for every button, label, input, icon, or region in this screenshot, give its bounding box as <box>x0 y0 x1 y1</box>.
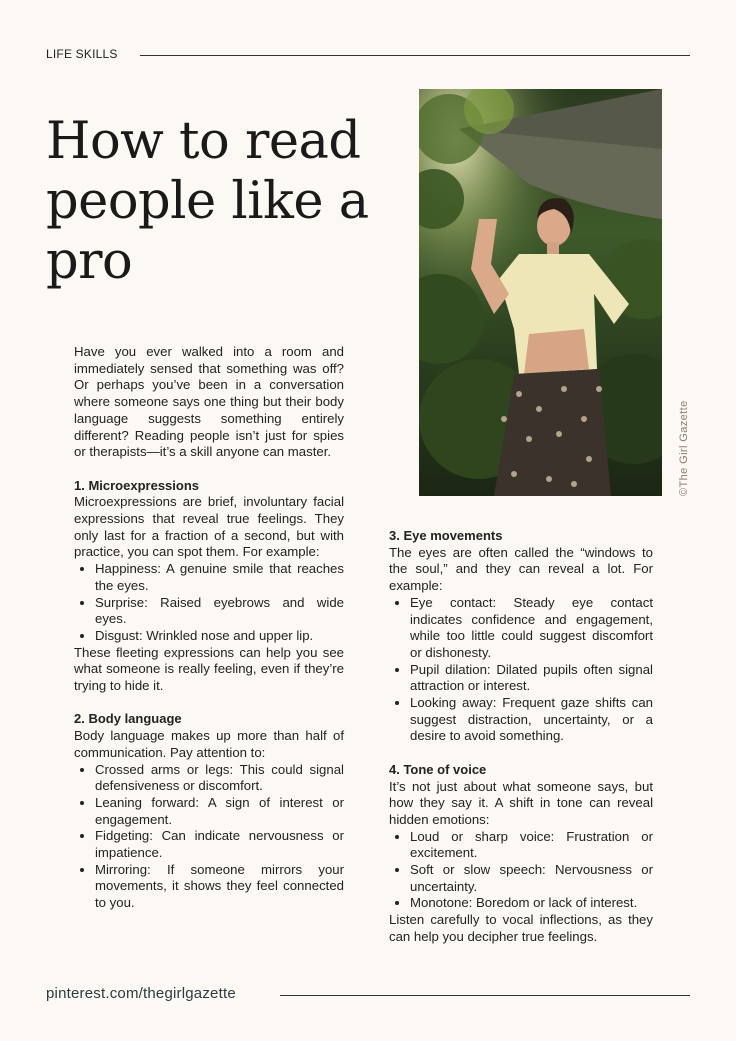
section-label: LIFE SKILLS <box>46 47 118 61</box>
list-item: • Monotone: Boredom or lack of interest. <box>410 895 653 912</box>
list-item: • Loud or sharp voice: Frustration or excitement. <box>410 829 653 862</box>
list-item: • Pupil dilation: Dilated pupils often signal attraction or interest. <box>410 662 653 695</box>
section-closing: These fleeting expressions can help you see what someone is really feeling, even if they’re trying to hide it. <box>74 644 344 694</box>
section-heading: 4. Tone of voice <box>389 761 487 777</box>
bullet-list <box>74 561 344 645</box>
photo-credit: ©The Girl Gazette <box>678 400 690 496</box>
section-heading: 1. Microexpressions <box>74 477 199 493</box>
bullet-list <box>389 829 653 913</box>
right-column <box>389 528 653 946</box>
section-heading: 3. Eye movements <box>389 528 503 543</box>
section-closing: Listen carefully to vocal inflections, as they can help you decipher true feelings. <box>389 912 653 944</box>
article-photo <box>419 89 662 496</box>
photo-illustration <box>419 89 662 496</box>
section-heading: 2. Body language <box>74 711 182 727</box>
header-divider <box>140 55 690 56</box>
list-item: • Eye contact: Steady eye contact indicates confidence and engagement, while too little could suggest discomfort or dishonesty. <box>410 595 653 662</box>
list-item: • Happiness: A genuine smile that reaches the eyes. <box>95 561 344 594</box>
bullet-list <box>389 595 653 745</box>
list-item: • Disgust: Wrinkled nose and upper lip. <box>95 628 344 645</box>
article-title: How to read people like a pro <box>46 112 369 291</box>
section-text: Body language makes up more than half of communication. Pay attention to: <box>74 728 344 760</box>
list-item: • Fidgeting: Can indicate nervousness or impatience. <box>95 828 344 861</box>
bullet-list <box>74 762 344 912</box>
list-item: • Surprise: Raised eyebrows and wide eyes. <box>95 595 344 628</box>
footer-divider <box>280 995 690 996</box>
section-text: Microexpressions are brief, involuntary facial expressions that reveal true feelings. They only last for a fraction of a second, but with practice, you can spot them. For example: <box>74 494 344 560</box>
list-item: • Leaning forward: A sign of interest or engagement. <box>95 795 344 828</box>
left-column <box>74 344 344 912</box>
list-item: • Crossed arms or legs: This could signal defensiveness or discomfort. <box>95 762 344 795</box>
section-text: It’s not just about what someone says, but how they say it. A shift in tone can reveal hidden emotions: <box>389 778 653 827</box>
section-text: The eyes are often called the “windows to the soul,” and they can reveal a lot. For example: <box>389 544 653 594</box>
list-item: • Looking away: Frequent gaze shifts can suggest distraction, uncertainty, or a desire to avoid something. <box>410 695 653 745</box>
list-item: • Soft or slow speech: Nervousness or uncertainty. <box>410 862 653 895</box>
footer-link[interactable]: pinterest.com/thegirlgazette <box>46 985 236 1002</box>
intro-paragraph: Have you ever walked into a room and immediately sensed that something was off? Or perhaps you’ve been in a conversation where someone says one thing but their body language suggests something entirely different? Reading people isn’t just for spies or therapists—it’s a skill anyone can master. <box>74 344 344 460</box>
list-item: • Mirroring: If someone mirrors your movements, it shows they feel connected to you. <box>95 862 344 912</box>
